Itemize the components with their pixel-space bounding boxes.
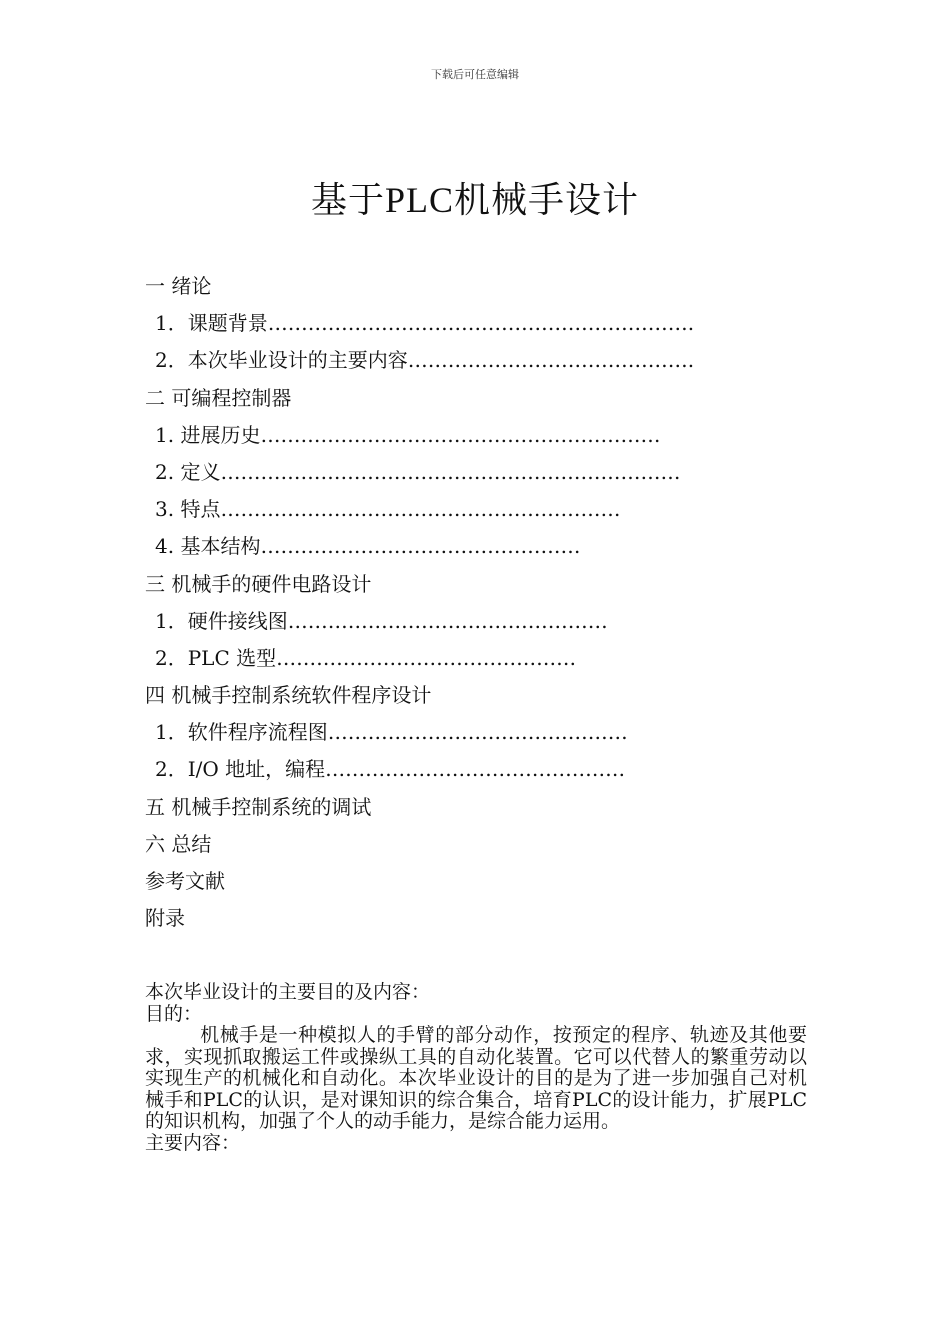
- toc-entry-leader: ………………………………………: [276, 645, 577, 670]
- toc-entry-leader: …………………………………………: [287, 608, 608, 633]
- toc-entry: [145, 603, 825, 640]
- toc-entry: [145, 714, 825, 751]
- toc-entry-label: 四 机械手控制系统软件程序设计: [145, 683, 432, 708]
- toc-entry-label: 1．硬件接线图: [155, 608, 288, 633]
- toc-entry-label: 2．PLC 选型: [155, 645, 277, 670]
- toc-entry-label: 参考文献: [145, 869, 225, 893]
- toc-entry: [145, 305, 825, 342]
- toc-entry-label: 附录: [145, 906, 185, 931]
- toc-entry-label: 2．I/O 地址，编程: [155, 757, 326, 782]
- toc-entry-leader: ……………………………………………………: [260, 422, 661, 447]
- toc-entry: [145, 640, 825, 677]
- toc-entry: [145, 491, 825, 528]
- content-heading: 主要内容：: [145, 1131, 241, 1154]
- toc-entry-label: 六 总结: [145, 831, 212, 856]
- toc-entry: [145, 566, 825, 603]
- toc-entry: [145, 863, 825, 900]
- toc-entry-label: 三 机械手的硬件电路设计: [145, 571, 372, 596]
- toc-entry: [145, 789, 825, 826]
- toc-entry: [145, 900, 825, 937]
- toc-entry-label: 1. 进展历史: [155, 422, 261, 447]
- toc-entry: [145, 268, 825, 305]
- toc-entry-label: 3. 特点: [155, 497, 221, 522]
- toc-entry-label: 二 可编程控制器: [145, 385, 292, 410]
- body-section: [145, 982, 807, 1154]
- toc-entry-label: 一 绪论: [145, 274, 212, 298]
- toc-entry: [145, 417, 825, 454]
- toc-entry: [145, 751, 825, 788]
- document-title: 基于PLC机械手设计: [310, 180, 640, 220]
- toc-entry-leader: ……………………………………………………….: [267, 311, 695, 336]
- table-of-contents: [145, 268, 825, 937]
- intro-heading: 本次毕业设计的主要目的及内容：: [145, 981, 431, 1003]
- toc-entry-leader: ………………………………………: [327, 720, 628, 745]
- toc-entry: [145, 677, 825, 714]
- toc-entry-leader: ………………………………………: [325, 757, 626, 782]
- purpose-heading: 目的：: [145, 1002, 203, 1025]
- toc-entry-leader: …………………………………………: [260, 534, 581, 559]
- toc-entry-label: 2．本次毕业设计的主要内容: [155, 348, 408, 373]
- toc-entry: [145, 380, 825, 417]
- toc-entry: [145, 454, 825, 491]
- toc-entry-label: 1．课题背景: [155, 311, 268, 336]
- toc-entry-label: 2. 定义: [155, 459, 221, 484]
- toc-entry-leader: …………………………………….: [407, 348, 695, 373]
- purpose-paragraph: 机械手是一种模拟人的手臂的部分动作，按预定的程序、轨迹及其他要求，实现抓取搬运工件或操纵工具的自动化装置。它可以代替人的繁重劳动以实现生产的机械化和自动化。本次毕业设计的目的是为了进一步加强自己对机械手和PLC的认识，是对课知识的综合集合，培育PLC的设计能力，扩展PLC的知识机构，加强了个人的动手能力，是综合能力运用。: [145, 1024, 807, 1132]
- header-note: 下载后可任意编辑: [431, 68, 519, 81]
- toc-entry-leader: ……………………………………………………………: [220, 459, 681, 484]
- toc-entry: [145, 826, 825, 863]
- toc-entry: [145, 528, 825, 565]
- toc-entry-label: 4. 基本结构: [155, 534, 261, 559]
- toc-entry-label: 1．软件程序流程图: [155, 720, 328, 745]
- toc-entry-leader: ……………………………………………………: [220, 497, 621, 522]
- toc-entry: [145, 342, 825, 379]
- toc-entry-label: 五 机械手控制系统的调试: [145, 794, 372, 819]
